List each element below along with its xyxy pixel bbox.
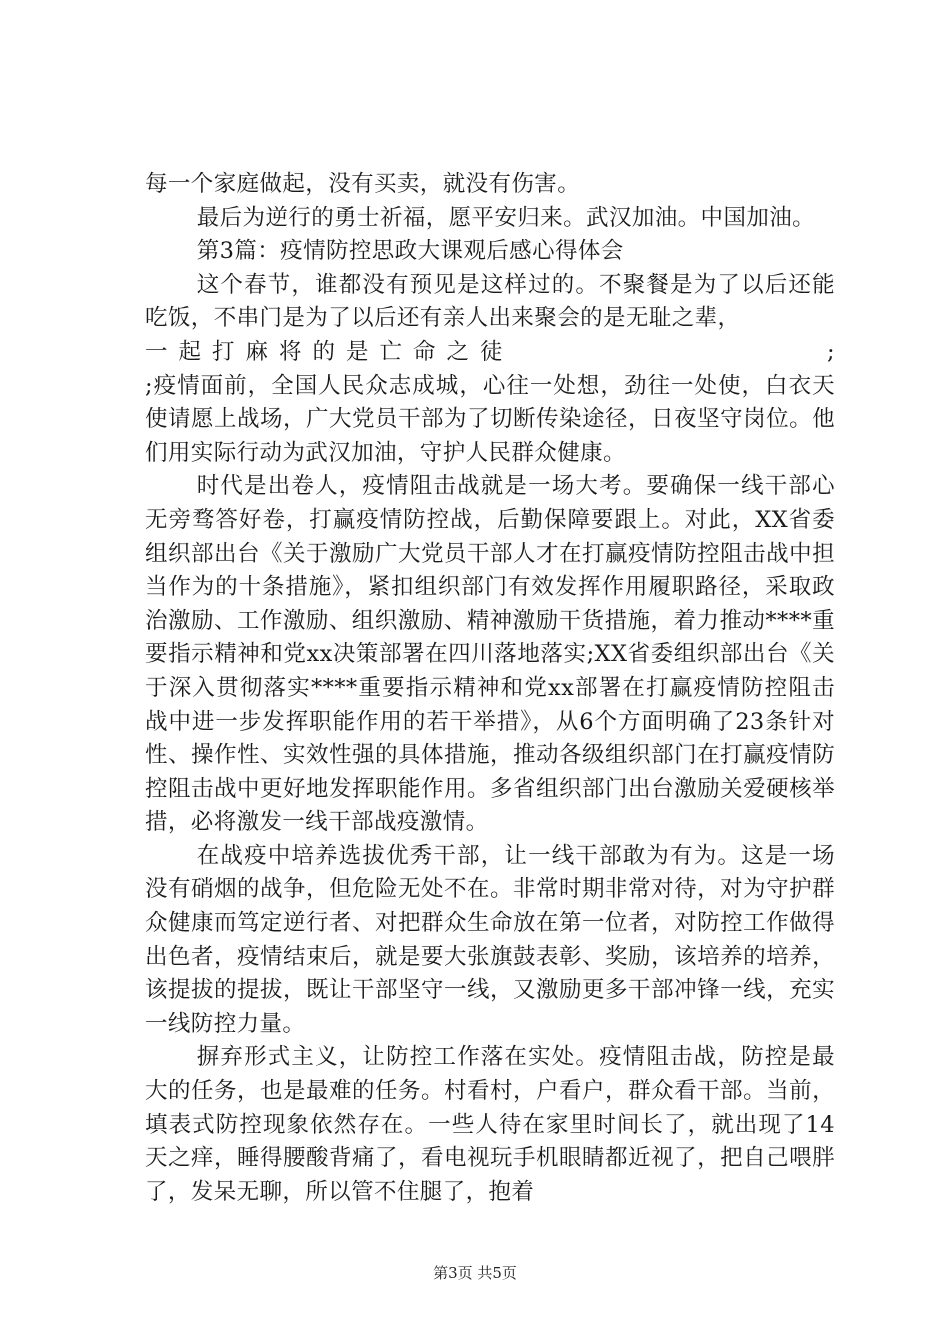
paragraph: 这个春节，谁都没有预见是这样过的。不聚餐是为了以后还能吃饭，不串门是为了以后还有亲人出来聚会的是无耻之辈， <box>145 271 835 332</box>
paragraph: 时代是出卷人，疫情阻击战就是一场大考。要确保一线干部心无旁骛答好卷，打赢疫情防控战，后勤保障要跟上。对此，XX省委组织部出台《关于激励广大党员干部人才在打赢疫情防控阻击战中担当作为的十条措施》，紧扣组织部门有效发挥作用履职路径，采取政治激励、工作激励、组织激励、精神激励干货措施，着力推动****重要指示精神和党xx决策部署在四川落地落实;XX省委组织部出台《关于深入贯彻落实****重要指示精神和党xx部署在打赢疫情防控阻击战中进一步发挥职能作用的若干举措》，从6个方面明确了23条针对性、操作性、实效性强的具体措施，推动各级组织部门在打赢疫情防控阻击战中更好地发挥职能作用。多省组织部门出台激励关爱硬核举措，必将激发一线干部战疫激情。 <box>145 473 835 836</box>
page-footer <box>0 1262 950 1283</box>
spaced-line-end: ; <box>827 338 835 365</box>
spaced-line <box>145 336 835 370</box>
paragraph: 摒弃形式主义，让防控工作落在实处。疫情阻击战，防控是最大的任务，也是最难的任务。村看村，户看户，群众看干部。当前，填表式防控现象依然存在。一些人待在家里时间长了，就出现了14天之痒，睡得腰酸背痛了，看电视玩手机眼睛都近视了，把自己喂胖了，发呆无聊，所以管不住腿了，抱着 <box>145 1044 835 1205</box>
paragraph: 每一个家庭做起，没有买卖，就没有伤害。 <box>145 171 581 197</box>
paragraph: ;疫情面前，全国人民众志成城，心往一处想，劲往一处使，白衣天使请愿上战场，广大党员干部为了切断传染途径，日夜坚守岗位。他们用实际行动为武汉加油，守护人民群众健康。 <box>145 372 835 466</box>
section-heading: 第3篇：疫情防控思政大课观后感心得体会 <box>196 238 624 265</box>
paragraph: 最后为逆行的勇士祈福，愿平安归来。武汉加油。中国加油。 <box>196 204 816 231</box>
page-number: 第3页 共5页 <box>433 1264 517 1282</box>
document-body <box>145 168 835 1209</box>
paragraph: 在战疫中培养选拔优秀干部，让一线干部敢为有为。这是一场没有硝烟的战争，但危险无处不在。非常时期非常对待，对为守护群众健康而笃定逆行者、对把群众生命放在第一位者，对防控工作做得出色者，疫情结束后，就是要大张旗鼓表彰、奖励，该培养的培养，该提拔的提拔，既让干部坚守一线，又激励更多干部冲锋一线，充实一线防控力量。 <box>145 842 835 1037</box>
spaced-line-text: 一起打麻将的是亡命之徒 <box>145 338 514 365</box>
